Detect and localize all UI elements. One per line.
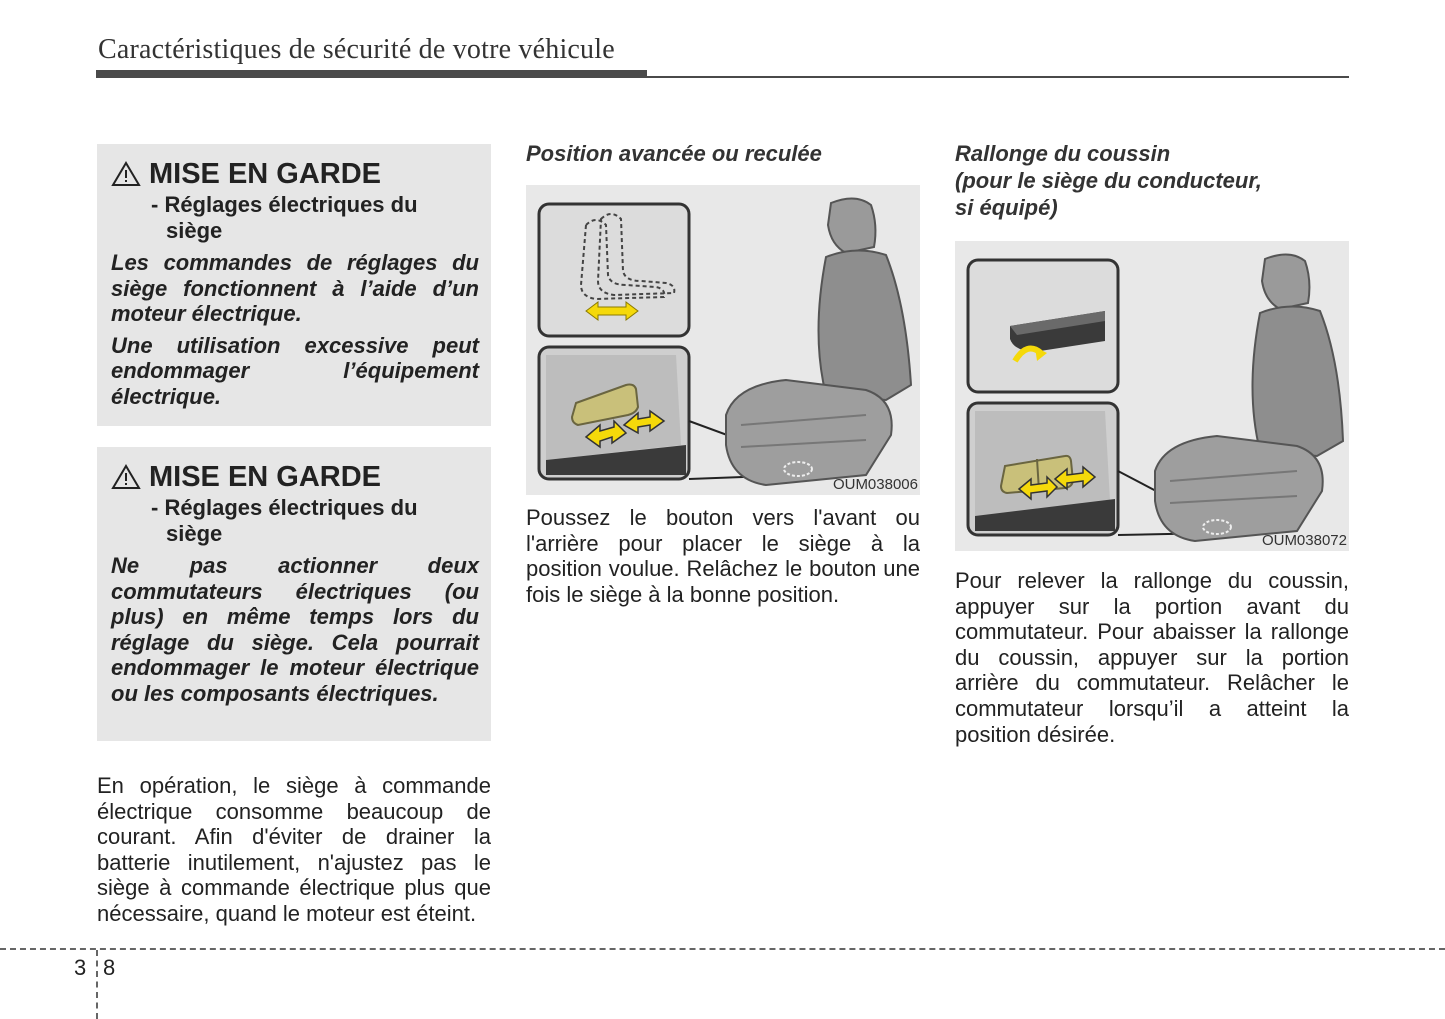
warning-header bbox=[111, 461, 479, 493]
power-seat-consumption-note: En opération, le siège à commande électrique consomme beaucoup de courant. Afin d'éviter de drainer la batterie inutilement, n'ajustez pas le siège à commande électrique plus que nécessaire, quand le moteur est éteint. bbox=[97, 773, 491, 926]
cushion-extension-instructions: Pour relever la rallonge du coussin, appuyer sur la portion avant du commutateur. Pour abaisser la rallonge du coussin, appuyer sur la portion arrière du commutateur. Relâcher le commutateur lorsqu’il a atteint la position désirée. bbox=[955, 568, 1349, 747]
warning-subtitle-line1: - Réglages électriques du bbox=[151, 192, 418, 217]
cushion-extension-illustration bbox=[955, 241, 1349, 551]
footer-dashed-rule bbox=[0, 948, 1445, 950]
chapter-number: 3 bbox=[74, 955, 87, 980]
page-header-title: Caractéristiques de sécurité de votre véhicule bbox=[98, 34, 615, 65]
warning-subtitle bbox=[111, 495, 479, 547]
warning-subtitle-line2: siège bbox=[166, 521, 223, 546]
section-title-line1: Rallonge du coussin bbox=[955, 141, 1171, 166]
header-rule-thick bbox=[96, 70, 647, 78]
warning-text: Ne pas actionner deux commutateurs électriques (ou plus) en même temps lors du réglage du siège. Cela pourrait endommager le moteur électrique ou les composants électriques. bbox=[111, 553, 479, 706]
figure-code: OUM038072 bbox=[1261, 532, 1347, 549]
warning-subtitle-line2: siège bbox=[166, 218, 223, 243]
right-column bbox=[955, 140, 1349, 747]
warning-title: MISE EN GARDE bbox=[149, 461, 382, 493]
section-title-line2: (pour le siège du conducteur, bbox=[955, 168, 1262, 193]
footer-dashed-divider bbox=[96, 950, 98, 1019]
middle-column bbox=[526, 140, 920, 607]
section-title-line3: si équipé) bbox=[955, 195, 1058, 220]
warning-box-2 bbox=[97, 447, 491, 741]
warning-text: Une utilisation excessive peut endommager l’équipement électrique. bbox=[111, 332, 479, 409]
left-column bbox=[97, 144, 491, 927]
section-title-cushion-extension bbox=[955, 140, 1349, 221]
warning-title: MISE EN GARDE bbox=[149, 158, 382, 190]
page-number: 8 bbox=[103, 955, 116, 980]
section-title-forward-backward: Position avancée ou reculée bbox=[526, 141, 822, 166]
warning-subtitle-line1: - Réglages électriques du bbox=[151, 495, 418, 520]
seat-forward-backward-illustration bbox=[526, 185, 920, 495]
warning-box-1 bbox=[97, 144, 491, 426]
seat-adjust-figure bbox=[526, 185, 920, 495]
warning-text: Les commandes de réglages du siège fonctionnent à l’aide d’un moteur électrique. bbox=[111, 250, 479, 326]
figure-code: OUM038006 bbox=[832, 476, 918, 493]
warning-triangle-icon bbox=[111, 464, 141, 490]
warning-subtitle bbox=[111, 192, 479, 244]
cushion-extension-figure bbox=[955, 241, 1349, 551]
header-rule-thin bbox=[647, 76, 1349, 78]
warning-header bbox=[111, 158, 479, 190]
forward-backward-instructions: Poussez le bouton vers l'avant ou l'arrière pour placer le siège à la position voulue. Relâchez le bouton une fois le siège à la bonne position. bbox=[526, 505, 920, 607]
warning-triangle-icon bbox=[111, 161, 141, 187]
